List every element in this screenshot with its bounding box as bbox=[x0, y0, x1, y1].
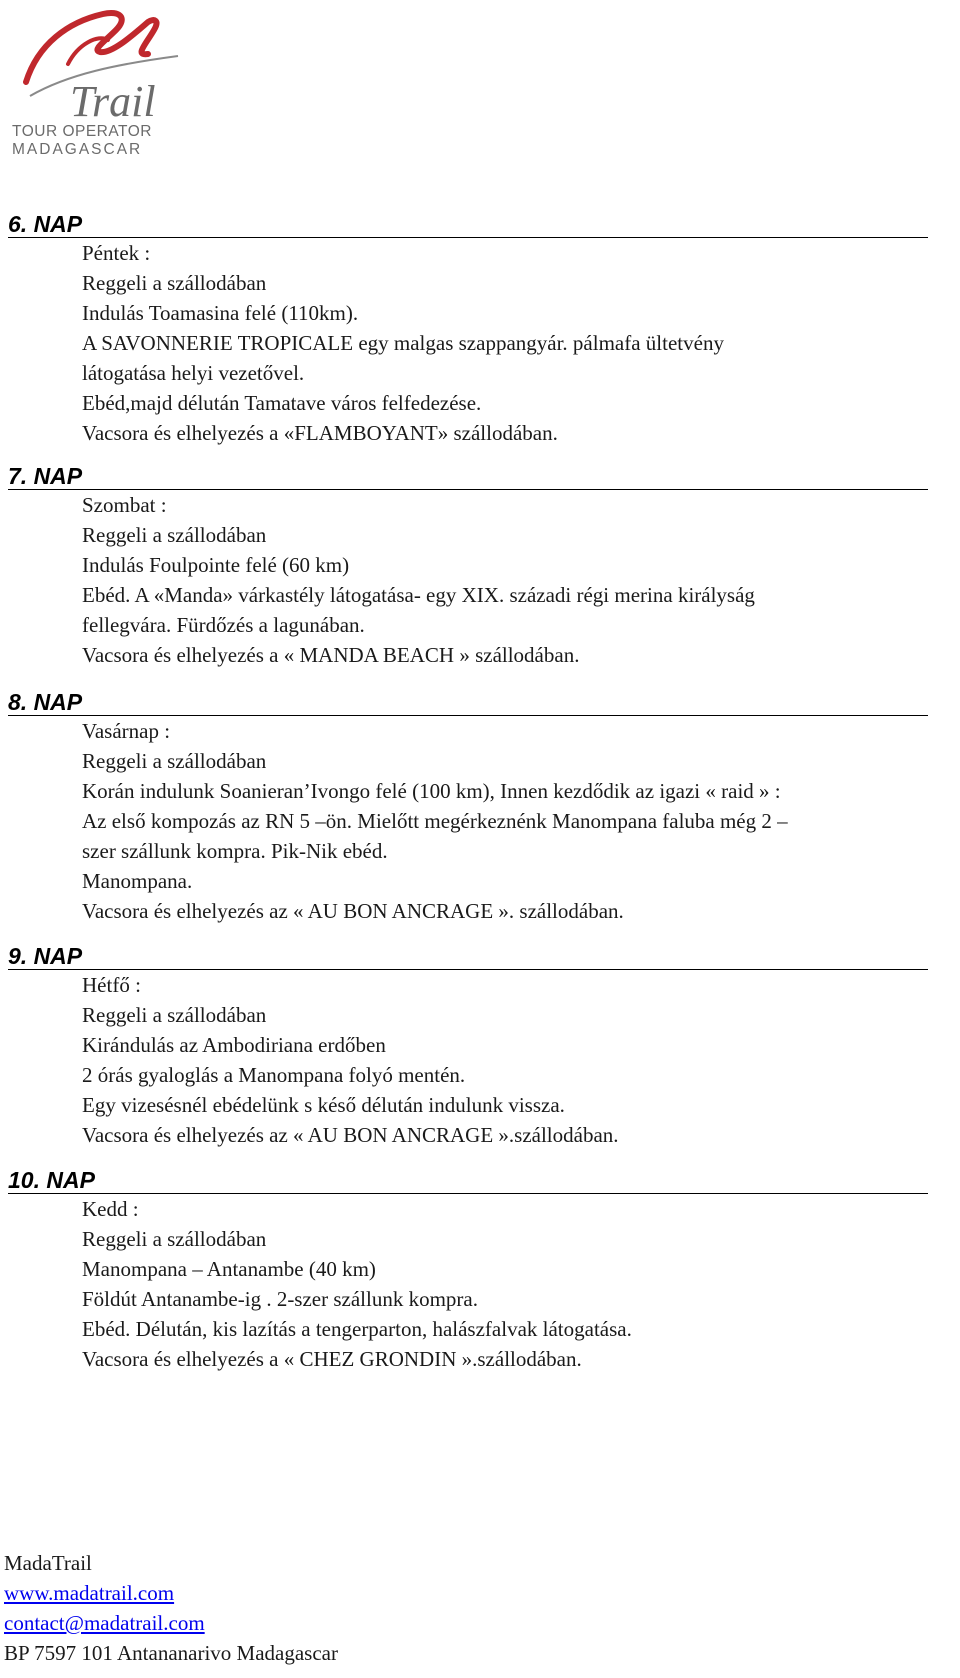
itinerary-line: Hétfő : bbox=[82, 973, 141, 997]
day-9-header bbox=[8, 942, 928, 970]
day-6-section bbox=[8, 210, 928, 448]
day-9-section bbox=[8, 942, 928, 1150]
itinerary-line: 2 órás gyaloglás a Manompana folyó mentén. bbox=[82, 1063, 466, 1087]
day-10-section bbox=[8, 1166, 928, 1374]
itinerary-line: Vasárnap : bbox=[82, 719, 171, 743]
day-8-title: 8. NAP bbox=[8, 689, 83, 715]
itinerary-line: Reggeli a szállodában bbox=[82, 1003, 267, 1027]
itinerary-line: Ebéd. Délután, kis lazítás a tengerparton, halászfalvak látogatása. bbox=[82, 1317, 632, 1341]
itinerary-line: Vacsora és elhelyezés az « AU BON ANCRAGE ». szállodában. bbox=[82, 899, 624, 923]
day-9-itinerary bbox=[8, 970, 928, 1150]
itinerary-line: Péntek : bbox=[82, 241, 151, 265]
day-7-rule bbox=[8, 489, 928, 490]
footer-email-link[interactable]: contact@madatrail.com bbox=[4, 1611, 205, 1635]
itinerary-line: Korán indulunk Soanieran’Ivongo felé (100 km), Innen kezdődik az igazi « raid » : bbox=[82, 779, 781, 803]
itinerary-line: Vacsora és elhelyezés az « AU BON ANCRAGE ».szállodában. bbox=[82, 1123, 619, 1147]
itinerary-line: Reggeli a szállodában bbox=[82, 523, 267, 547]
itinerary-line: Ebéd,majd délután Tamatave város felfedezése. bbox=[82, 391, 482, 415]
madatrail-logo bbox=[8, 4, 188, 164]
day-7-header bbox=[8, 462, 928, 490]
itinerary-line: Reggeli a szállodában bbox=[82, 1227, 267, 1251]
day-10-itinerary bbox=[8, 1194, 928, 1374]
itinerary-line: Reggeli a szállodában bbox=[82, 271, 267, 295]
logo-tagline-1: TOUR OPERATOR bbox=[12, 123, 152, 140]
itinerary-line: Ebéd. A «Manda» várkastély látogatása- egy XIX. századi régi merina királyság bbox=[82, 583, 755, 607]
itinerary-line: Vacsora és elhelyezés a « MANDA BEACH » szállodában. bbox=[82, 643, 580, 667]
day-7-title: 7. NAP bbox=[8, 463, 83, 489]
itinerary-line: Az első kompozás az RN 5 –ön. Mielőtt megérkeznénk Manompana faluba még 2 – bbox=[82, 809, 788, 833]
itinerary-line: Földút Antanambe-ig . 2-szer szállunk kompra. bbox=[82, 1287, 478, 1311]
day-7-section bbox=[8, 462, 928, 670]
day-6-rule bbox=[8, 237, 928, 238]
itinerary-line: Egy vizesésnél ebédelünk s késő délután indulunk vissza. bbox=[82, 1093, 565, 1117]
logo-wordmark: Trail bbox=[70, 77, 156, 126]
day-8-header bbox=[8, 688, 928, 716]
itinerary-line: szer szállunk kompra. Pik-Nik ebéd. bbox=[82, 839, 388, 863]
itinerary-line: Vacsora és elhelyezés a « CHEZ GRONDIN ».szállodában. bbox=[82, 1347, 582, 1371]
day-9-title: 9. NAP bbox=[8, 943, 83, 969]
itinerary-line: Reggeli a szállodában bbox=[82, 749, 267, 773]
day-8-section bbox=[8, 688, 928, 926]
day-6-title: 6. NAP bbox=[8, 211, 83, 237]
footer-address: BP 7597 101 Antananarivo Madagascar bbox=[4, 1641, 338, 1665]
itinerary-line: látogatása helyi vezetővel. bbox=[82, 361, 305, 385]
itinerary-line: Vacsora és elhelyezés a «FLAMBOYANT» szállodában. bbox=[82, 421, 558, 445]
day-6-header bbox=[8, 210, 928, 238]
day-8-itinerary bbox=[8, 716, 928, 926]
logo-tagline-2: MADAGASCAR bbox=[12, 141, 143, 158]
day-6-itinerary bbox=[8, 238, 928, 448]
day-9-rule bbox=[8, 969, 928, 970]
day-8-rule bbox=[8, 715, 928, 716]
itinerary-line: Szombat : bbox=[82, 493, 167, 517]
itinerary-line: Kirándulás az Ambodiriana erdőben bbox=[82, 1033, 386, 1057]
itinerary-line: A SAVONNERIE TROPICALE egy malgas szappangyár. pálmafa ültetvény bbox=[82, 331, 724, 355]
itinerary-line: Indulás Foulpointe felé (60 km) bbox=[82, 553, 350, 577]
itinerary-line: fellegvára. Fürdőzés a lagunában. bbox=[82, 613, 365, 637]
footer-company: MadaTrail bbox=[4, 1551, 92, 1575]
day-10-title: 10. NAP bbox=[8, 1167, 95, 1193]
itinerary-line: Kedd : bbox=[82, 1197, 139, 1221]
contact-footer bbox=[4, 1548, 338, 1668]
day-10-rule bbox=[8, 1193, 928, 1194]
itinerary-line: Manompana – Antanambe (40 km) bbox=[82, 1257, 376, 1281]
itinerary-line: Indulás Toamasina felé (110km). bbox=[82, 301, 359, 325]
day-10-header bbox=[8, 1166, 928, 1194]
itinerary-line: Manompana. bbox=[82, 869, 193, 893]
footer-website-link[interactable]: www.madatrail.com bbox=[4, 1581, 175, 1605]
day-7-itinerary bbox=[8, 490, 928, 670]
